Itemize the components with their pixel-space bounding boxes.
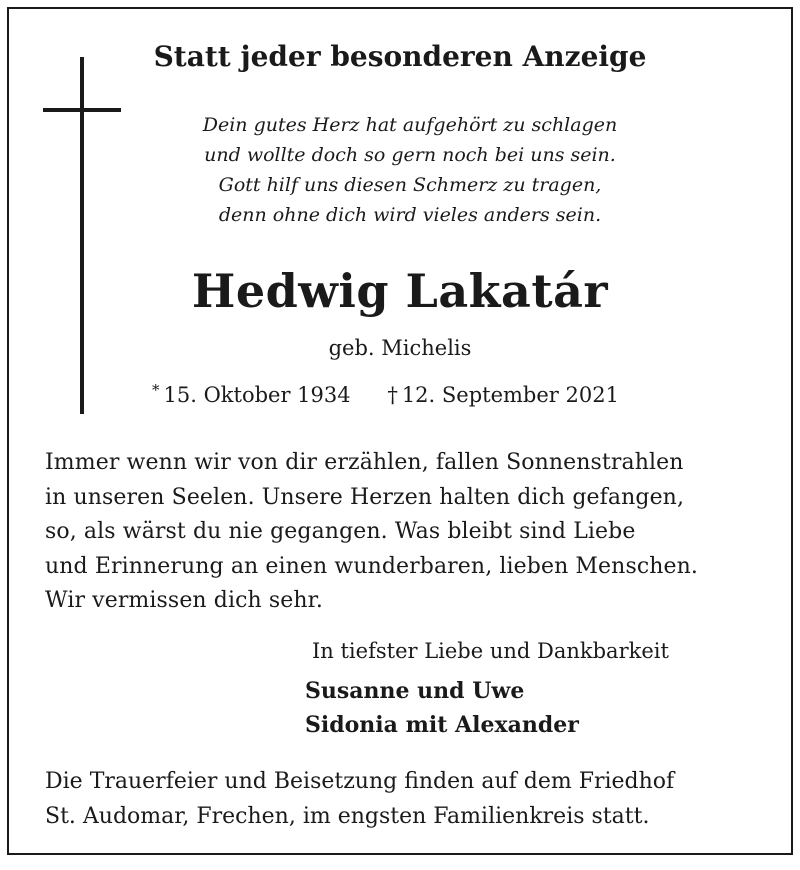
cross-icon-bar (43, 108, 121, 112)
memorial-line: in unseren Seelen. Unsere Herzen halten dich gefangen, (45, 484, 685, 510)
life-dates (152, 381, 619, 407)
death-dagger-icon: † (387, 383, 398, 407)
deceased-name: Hedwig Lakatár (191, 264, 609, 318)
mourner-name: Susanne und Uwe (305, 678, 525, 704)
funeral-info (45, 765, 674, 834)
memorial-line: so, als wärst du nie gegangen. Was bleibt sind Liebe (45, 519, 636, 544)
poem-line: Gott hilf uns diesen Schmerz zu tragen, (218, 174, 602, 196)
death-date: 12. September 2021 (401, 383, 619, 407)
mourners (305, 674, 579, 742)
memorial-text (45, 446, 698, 619)
poem-line: Dein gutes Herz hat aufgehört zu schlagen (202, 114, 618, 136)
poem (170, 110, 650, 230)
mourner-name: Sidonia mit Alexander (305, 712, 579, 738)
closing-phrase: In tiefster Liebe und Dankbarkeit (312, 639, 669, 663)
poem-line: denn ohne dich wird vieles anders sein. (218, 204, 602, 226)
memorial-line: Immer wenn wir von dir erzählen, fallen Sonnenstrahlen (45, 450, 684, 475)
maiden-name: geb. Michelis (328, 336, 472, 360)
memorial-line: und Erinnerung an einen wunderbaren, lieben Menschen. (45, 553, 699, 579)
birth-date: 15. Oktober 1934 (163, 383, 351, 407)
poem-line: und wollte doch so gern noch bei uns sein. (204, 144, 616, 166)
funeral-line: St. Audomar, Frechen, im engsten Familienkreis statt. (45, 803, 650, 829)
memorial-line: Wir vermissen dich sehr. (45, 588, 323, 613)
notice-heading: Statt jeder besonderen Anzeige (153, 40, 647, 73)
funeral-line: Die Trauerfeier und Beisetzung finden auf dem Friedhof (45, 769, 675, 794)
birth-star-icon: * (152, 381, 160, 399)
